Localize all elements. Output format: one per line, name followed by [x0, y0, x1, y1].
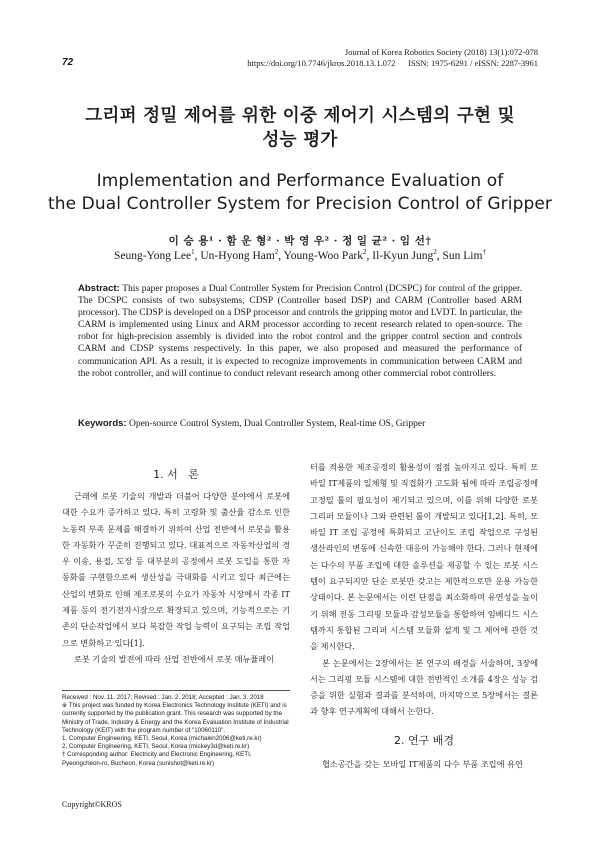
author-1: Seung-Yong Lee$^1$ [114, 248, 195, 262]
section-1-title: 1. 서 론 [153, 468, 199, 481]
body-paragraph: 본 논문에서는 2장에서는 본 연구의 배경을 서술하며, 3장에서는 그리핑 모듈 시스템에 대한 전반적인 소개를 4장은 성능 검증을 위한 실험과 결과를 분석하며, 마지막으로 5장에서는 결론과 향후 연구계획에 대해서 논한다. [310, 657, 538, 717]
title-english-line1: Implementation and Performance Evaluation of [96, 171, 504, 191]
title-korean-line2: 성능 평가 [262, 130, 338, 150]
affiliation-2: 2. Computer Engineering, KETI, Seoul, Korea (mickey3d@keti.re.kr) [62, 743, 250, 751]
corresponding-author: † Corresponding author: Electricity and Electronic Engineering, KETI, Pyeongcheon-ro, Bucheon, Korea (sunishot@keti.re.kr) [62, 751, 252, 767]
authors-english: Seung-Yong Lee$^1$, Un-Hyong Ham$^2$, Young-Woo Park$^2$, Il-Kyun Jung$^2$, Sun Lim† [114, 248, 486, 262]
abstract-text: This paper proposes a Dual Controller System for Precision Control (DCSPC) for control of the gripper. The DCSPC consists of two subsystems, CDSP (Controller based DSP) and CARM (Controller based ARM processor). The CDSP is developed on a DSP processor and controls the gripping motor and LVDT. In particular, the CARM is implemented using Linux and ARM processor according to recent research related to open-source. The robot for high-precision assembly is divided into the robot control and the gripper control section and controls CARM and CDSP systems respectively. In this paper, we also proposed and measured the performance of communication API. As a result, it is expected to recognize improvements in communication between CARM and the robot controller, and will continue to conduct relevant research among other commercial robot controllers. [78, 284, 522, 379]
abstract-label: Abstract: [78, 283, 120, 294]
title-korean [0, 104, 600, 152]
affiliation-1: 1. Computer Engineering, KETI, Seoul, Korea (michalen2006@keti.re.kr) [62, 735, 262, 743]
journal-citation: Journal of Korea Robotics Society (2018) 13(1):072-078 [344, 47, 538, 57]
received-dates: Received : Nov. 11. 2017; Revised : Jan. 2. 2018; Accepted : Jan. 3. 2018 [62, 694, 264, 701]
body-paragraph: 근래에 로봇 기술의 개발과 더불어 다양한 분야에서 로봇에 대한 수요가 증가하고 있다. 특히 고령화 및 출산율 감소로 인한 노동력 부족 문제를 해결하기 위하여 산업 전반에서 로봇을 활용한 자동화가 꾸준히 진행되고 있다. 대표적으로 자동차산업의 경우 이송, 용접, 도장 등 대부분의 공정에서 로봇 도입을 통한 자동화를 구현함으로써 생산성을 극대화를 시키고 있다 최근에는 산업의 변화로 인해 제조로봇의 수요가 자동차 시장에서 각종 IT제품 등의 전기전자시장으로 확장되고 있으며, 기능적으로는 기존의 단순작업에서 보다 복잡한 작업 능력이 요구되는 조립 작업으로 변화하고 있다[1]. [62, 491, 290, 648]
author-3: Young-Woo Park$^2$ [283, 248, 367, 262]
left-column [62, 468, 290, 667]
keywords [78, 418, 522, 429]
footnotes [62, 690, 290, 768]
abstract [78, 283, 522, 380]
body-paragraph: 로봇 기술의 발전에 따라 산업 전반에서 로봇 매뉴퓰레이 [74, 653, 275, 664]
keywords-label: Keywords: [78, 418, 127, 429]
title-english-line2: the Dual Controller System for Precision Control of Gripper [47, 194, 553, 214]
keywords-text: Open-source Control System, Dual Controller System, Real-time OS, Gripper [128, 419, 426, 429]
right-column [310, 459, 538, 772]
section-2-title: 2. 연구 배경 [394, 733, 454, 747]
author-2: Un-Hyong Ham$^2$ [200, 248, 279, 262]
body-paragraph: 터를 적용한 제조공정의 활용성이 점점 높아지고 있다. 특히 모바일 IT제품의 일체형 및 직접화가 고도화 됨에 따라 조립공정에 고정밀 툴의 필요성이 제기되고 있으며, 이를 위해 다양한 로봇 그리퍼 모듈이나 그와 관련된 툴이 개발되고 있다[1,2]. 특히, 모바일 IT 조립 공정에 특화되고 고난이도 조립 작업으로 구성된 생산라인의 변동에 신속한 대응이 가능해야 한다. 그러나 현재에는 다수의 부품 조립에 대한 솔루션을 제공할 수 있는 로봇 시스템이 요구되지만 단순 로봇만 갖고는 제한적으로만 운용 가능한 상태이다. 본 논문에서는 이런 단점을 최소화하며 유연성을 높이기 위해 전동 그리핑 모듈과 감성모듈을 통합하여 임베디드 시스템까지 통합된 그리퍼 시스템 모듈화 설계 및 그 제어에 관한 것을 제시한다. [310, 462, 538, 652]
body-paragraph: 협소공간을 갖는 모바일 IT제품의 다수 부품 조립에 유연 [322, 758, 523, 769]
title-korean-line1: 그리퍼 정밀 제어를 위한 이중 제어기 시스템의 구현 및 [85, 106, 515, 126]
page-number: 72 [62, 57, 74, 68]
copyright: Copyright©KROS [62, 800, 122, 809]
journal-header [247, 47, 538, 69]
doi-issn: https://doi.org/10.7746/jkros.2018.13.1.072 ISSN: 1975-6291 / eISSN: 2287-3961 [247, 58, 538, 68]
author-5: Sun Lim† [442, 248, 486, 262]
title-english [0, 170, 600, 216]
authors-korean: 이 승 용¹ · 함 운 형² · 박 영 우² · 정 일 균² · 임 선† [168, 235, 432, 247]
author-4: Il-Kyun Jung$^2$ [372, 248, 437, 262]
funding-note: ※ This project was funded by Korea Electronics Technology Institute (KETI) and is currently supported by the publication grant. This research was supported by the Ministry of Trade, Industry & Energy and the Korea Evaluation Institute of Industrial Technology (KEIT) with the program number of "10060110". [62, 702, 289, 734]
